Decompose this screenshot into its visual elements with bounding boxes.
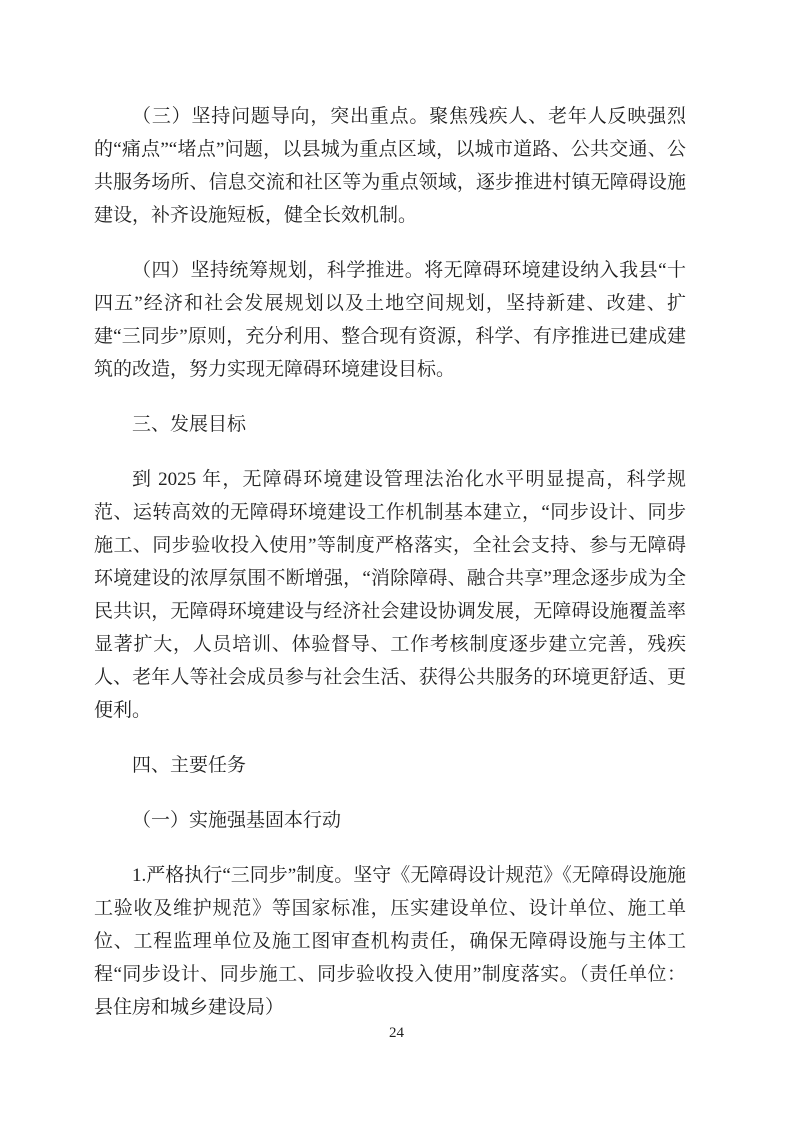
subheading-action-strengthen-foundation: （一）实施强基固本行动 [132,810,342,831]
heading-development-goals: 三、发展目标 [132,414,247,435]
page-footer [0,1022,793,1044]
paragraph-principle-overall-planning: （四）坚持统筹规划，科学推进。将无障碍环境建设纳入我县“十四五”经济和社会发展规划以及土地空间规划，坚持新建、改建、扩建“三同步”原则，充分利用、整合现有资源，科学、有序推进已建成建筑的改造，努力实现无障碍环境建设目标。 [94,260,686,380]
document-body [94,100,686,1046]
page-number: 24 [389,1025,404,1041]
paragraph-task-three-synchronizations: 1.严格执行“三同步”制度。坚守《无障碍设计规范》《无障碍设施施工验收及维护规范》等国家标准，压实建设单位、设计单位、施工单位、工程监理单位及施工图审查机构责任，确保无障碍设施与主体工程“同步设计、同步施工、同步验收投入使用”制度落实。（责任单位：县住房和城乡建设局） [94,865,686,1018]
paragraph-principle-problem-oriented: （三）坚持问题导向，突出重点。聚焦残疾人、老年人反映强烈的“痛点”“堵点”问题，以县城为重点区域，以城市道路、公共交通、公共服务场所、信息交流和社区等为重点领域，逐步推进村镇无障碍设施建设，补齐设施短板，健全长效机制。 [94,106,686,226]
heading-main-tasks: 四、主要任务 [132,755,247,776]
paragraph-goals-2025: 到 2025 年，无障碍环境建设管理法治化水平明显提高，科学规范、运转高效的无障碍环境建设工作机制基本建立，“同步设计、同步施工、同步验收投入使用”等制度严格落实，全社会支持、参与无障碍环境建设的浓厚氛围不断增强，“消除障碍、融合共享”理念逐步成为全民共识，无障碍环境建设与经济社会建设协调发展，无障碍设施覆盖率显著扩大，人员培训、体验督导、工作考核制度逐步建立完善，残疾人、老年人等社会成员参与社会生活、获得公共服务的环境更舒适、更便利。 [94,469,686,721]
